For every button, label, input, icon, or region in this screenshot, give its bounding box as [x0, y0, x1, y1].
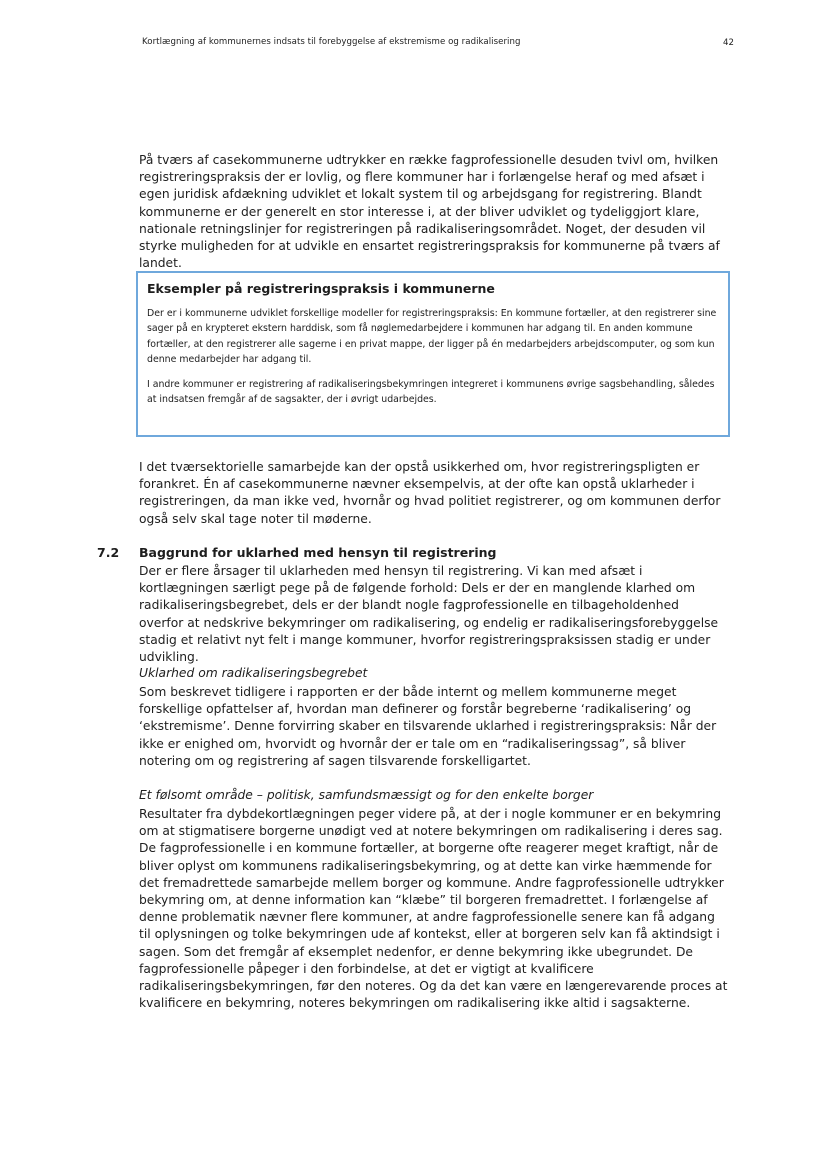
- section-number: 7.2: [97, 545, 120, 560]
- cross-sector-paragraph: I det tværsektorielle samarbejde kan der opstå usikkerhed om, hvor registreringspligten er forankret. Én af casekommunerne nævner eksempelvis, at der ofte kan opstå uklarheder i registreringen, da man ikke ved, hvornår og hvad politiet registrerer, og om kommunen derfor også selv skal tage noter til møderne.: [139, 460, 721, 526]
- example-box-paragraph: Der er i kommunerne udviklet forskellige modeller for registreringspraksis: En kommune fortæller, at den registrerer sine sager på en krypteret ekstern harddisk, som få nøglemedarbejdere i kommunen har adgang til. En anden kommune fortæller, at den registrerer alle sagerne i en privat mappe, der ligger på én medarbejders arbejdscomputer, og som kun denne medarbejder har adgang til.: [147, 308, 717, 366]
- subsection-paragraph: Som beskrevet tidligere i rapporten er der både internt og mellem kommunerne meget forskellige opfattelser af, hvordan man definerer og forstår begreberne ‘radikalisering’ og ‘ekstremisme’. Denne forvirring skaber en tilsvarende uklarhed i registreringspraksis: Når der ikke er enighed om, hvorvidt og hvornår der er tale om en “radikaliseringssag”, så bliver notering om og registrering af sagen tilsvarende forskelligartet.: [139, 685, 717, 768]
- section-title: Baggrund for uklarhed med hensyn til registrering: [139, 545, 497, 560]
- section-intro-paragraph: Der er flere årsager til uklarheden med hensyn til registrering. Vi kan med afsæt i kortlægningen særligt pege på de følgende forhold: Dels er der en manglende klarhed om radikaliseringsbegrebet, dels er der blandt nogle fagprofessionelle en tilbageholdenhed overfor at nedskrive bekymringer om radikalisering, og endelig er radikaliseringsforebyggelse stadig et relativt nyt felt i mange kommuner, hvorfor registreringspraksissen stadig er under udvikling.: [139, 564, 719, 665]
- subsection-heading: Uklarhed om radikaliseringsbegrebet: [139, 666, 368, 680]
- running-header: Kortlægning af kommunernes indsats til forebyggelse af ekstremisme og radikalisering: [142, 37, 521, 47]
- example-box-paragraph: I andre kommuner er registrering af radikaliseringsbekymringen integreret i kommunens øvrige sagsbehandling, således at indsatsen fremgår af de sagsakter, der i øvrigt udarbejdes.: [147, 378, 715, 406]
- subsection-paragraph: Resultater fra dybdekortlægningen peger videre på, at der i nogle kommuner er en bekymring om at stigmatisere borgerne unødigt ved at notere bekymringen om radikalisering i deres sag. De fagprofessionelle i en kommune fortæller, at borgerne ofte reagerer meget kraftigt, når de bliver oplyst om kommunens radikaliseringsbekymring, og at dette kan virke hæmmende for det fremadrettede samarbejde mellem borger og kommune. Andre fagprofessionelle udtrykker bekymring om, at denne information kan “klæbe” til borgeren fremadrettet. I forlængelse af denne problematik nævner flere kommuner, at andre fagprofessionelle senere kan få adgang til oplysningen og tolke bekymringen ude af kontekst, eller at borgeren selv kan få aktindsigt i sagen. Som det fremgår af eksemplet nedenfor, er denne bekymring ikke ubegrundet. De fagprofessionelle påpeger i den forbindelse, at det er vigtigt at kvalificere radikaliseringsbekymringen, før den noteres. Og da det kan være en længerevarende proces at kvalificere en bekymring, noteres bekymringen om radikalisering ikke altid i sagsakterne.: [139, 807, 728, 1011]
- subsection-heading: Et følsomt område – politisk, samfundsmæssigt og for den enkelte borger: [139, 788, 594, 802]
- intro-paragraph: På tværs af casekommunerne udtrykker en række fagprofessionelle desuden tvivl om, hvilken registreringspraksis der er lovlig, og flere kommuner har i forlængelse heraf og med afsæt i egen juridisk afdækning udviklet et lokalt system til og arbejdsgang for registrering. Blandt kommunerne er der generelt en stor interesse i, at der bliver udviklet og tydeliggjort klare, nationale retningslinjer for registreringen på radikaliseringsområdet. Noget, der desuden vil styrke muligheden for at udvikle en ensartet registreringspraksis for kommunerne på tværs af landet.: [139, 153, 720, 271]
- page-number: 42: [723, 38, 734, 48]
- example-box-title: Eksempler på registreringspraksis i kommunerne: [147, 281, 495, 296]
- example-box: [136, 271, 730, 437]
